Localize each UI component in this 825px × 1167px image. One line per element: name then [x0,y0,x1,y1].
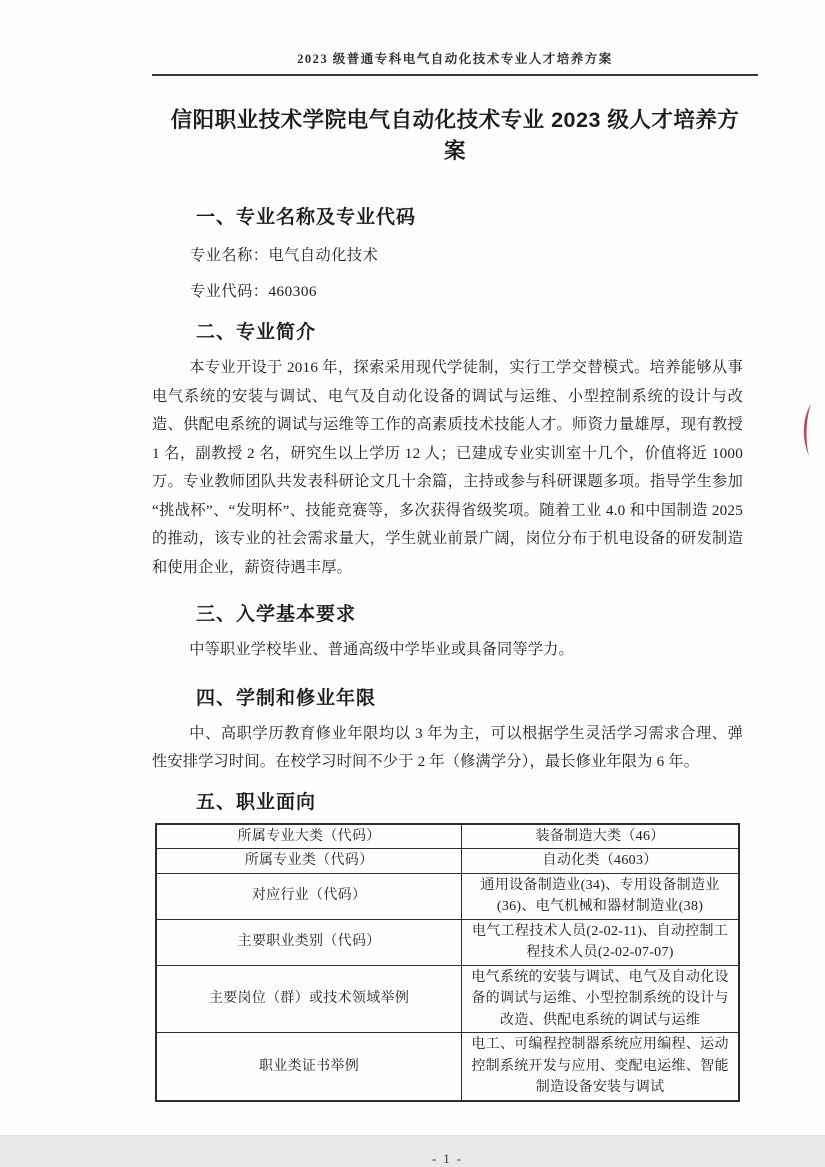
major-code-line: 专业代码：460306 [190,283,317,300]
section-3-heading: 三、入学基本要求 [196,604,357,625]
running-header [152,49,758,76]
table-row [156,965,739,1033]
entry-requirement-paragraph: 中等职业学校毕业、普通高级中学毕业或具备同等学力。 [189,641,574,658]
table-label-cell: 所属专业类（代码） [156,849,462,874]
section-5-heading: 五、职业面向 [196,791,317,813]
page-content-column [152,0,743,1167]
table-value-cell: 通用设备制造业(34)、专用设备制造业(36)、电气机械和器材制造业(38) [462,873,739,919]
career-orientation-table [155,823,740,1102]
table-value-cell: 电气工程技术人员(2-02-11)、自动控制工程技术人员(2-02-07-07) [462,919,739,965]
table-row [156,873,739,919]
section-2-heading: 二、专业简介 [196,322,317,343]
section-4-heading: 四、学制和修业年限 [196,687,377,709]
table-label-cell: 主要职业类别（代码） [156,919,462,965]
table-value-cell: 电气系统的安装与调试、电气及自动化设备的调试与运维、小型控制系统的设计与改造、供配电系统的调试与运维 [462,965,739,1033]
study-duration-paragraph: 中、高职学历教育修业年限均以 3 年为主，可以根据学生灵活学习需求合理、弹性安排学习时间。在校学习时间不少于 2 年（修满学分），最长修业年限为 6 年。 [152,724,743,770]
table-value-cell: 自动化类（4603） [462,849,739,874]
table-label-cell: 主要岗位（群）或技术领域举例 [156,965,462,1033]
table-row [156,849,739,874]
page-number: - 1 - [432,1151,463,1166]
table-value-cell: 装备制造大类（46） [462,824,739,849]
running-header-text: 2023 级普通专科电气自动化技术专业人才培养方案 [297,52,613,66]
major-intro-paragraph: 本专业开设于 2016 年，探索采用现代学徒制，实行工学交替模式。培养能够从事电气系统的安装与调试、电气及自动化设备的调试与运维、小型控制系统的设计与改造、供配电系统的调试与运维等工作的高素质技术技能人才。师资力量雄厚，现有教授 1 名，副教授 2 名，研究生以上学历 12 人；已建成专业实训室十几个，价值将近 1000 万。专业教师团队共发表科研论文几十余篇，主持或参与科研课题多项。指导学生参加“挑战杯”、“发明杯”、技能竞赛等，多次获得省级奖项。随着工业 4.0 和中国制造 2025 的推动，该专业的社会需求量大，学生就业前景广阔，岗位分布于机电设备的研发制造和使用企业，薪资待遇丰厚。 [152,359,743,576]
major-name-line: 专业名称：电气自动化技术 [190,247,379,264]
table-value-cell: 电工、可编程控制器系统应用编程、运动控制系统开发与应用、变配电运维、智能制造设备安装与调试 [462,1033,739,1101]
table-row [156,1033,739,1101]
table-label-cell: 对应行业（代码） [156,873,462,919]
section-1-heading: 一、专业名称及专业代码 [196,207,417,228]
table-row [156,824,739,849]
red-ink-scan-mark [798,404,814,456]
document-title: 信阳职业技术学院电气自动化技术专业 2023 级人才培养方案 [170,108,740,163]
table-label-cell: 职业类证书举例 [156,1033,462,1101]
table-row [156,919,739,965]
table-label-cell: 所属专业大类（代码） [156,824,462,849]
